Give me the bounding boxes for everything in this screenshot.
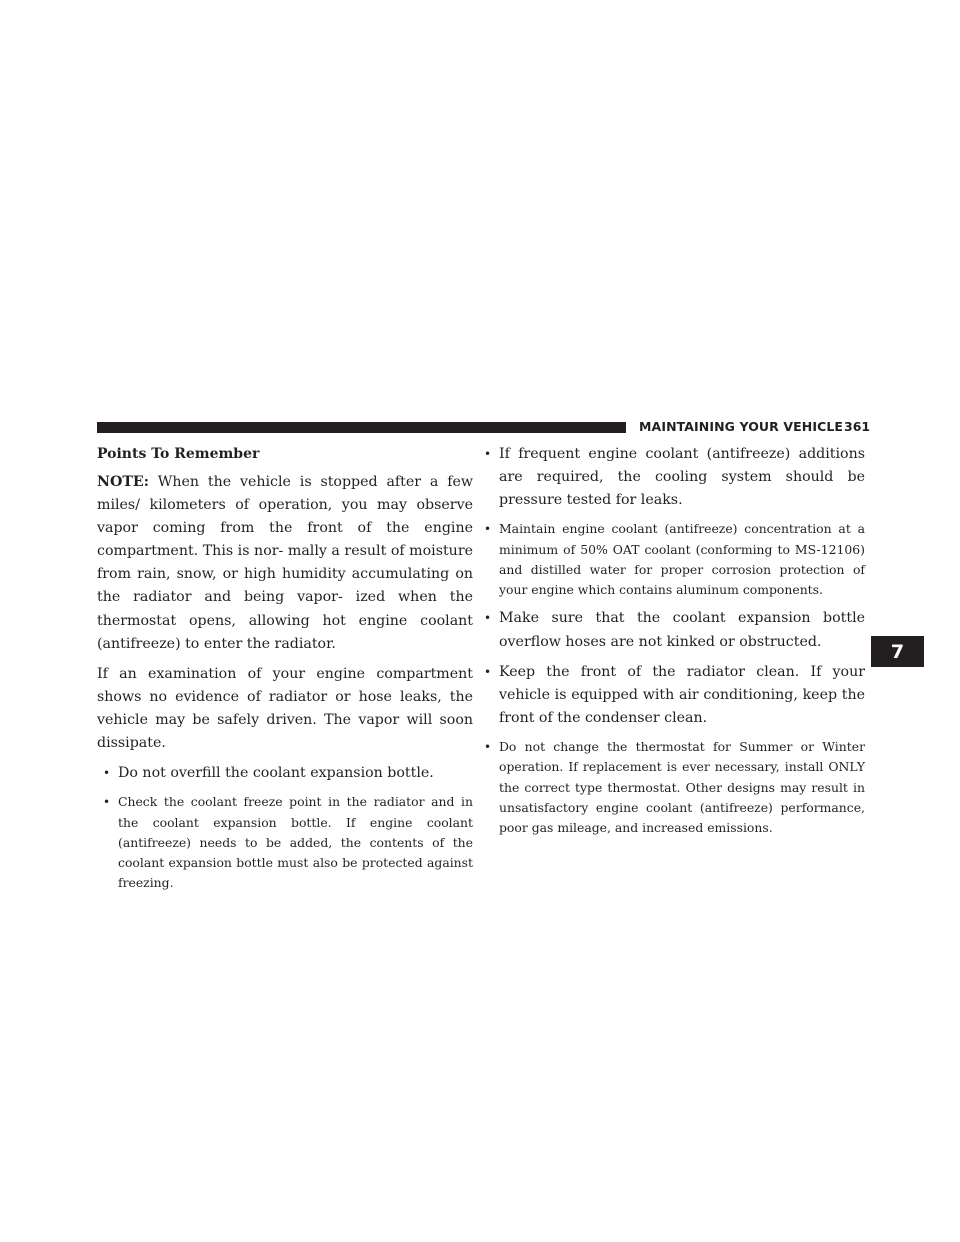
list-item bbox=[478, 737, 865, 838]
list-item bbox=[97, 762, 473, 785]
section-heading: Points To Remember bbox=[97, 446, 260, 462]
list-item-text: Maintain engine coolant (antifreeze) concentration at a minimum of 50% OAT coolant (conforming to MS-12106) and distilled water for proper corrosion protection of your engine which contains aluminum components. bbox=[499, 521, 865, 598]
list-item-text: Do not overfill the coolant expansion bottle. bbox=[118, 765, 434, 782]
list-item-text: Keep the front of the radiator clean. If your vehicle is equipped with air conditioning, keep the front of the condenser clean. bbox=[499, 663, 865, 726]
list-item bbox=[97, 792, 473, 893]
list-item bbox=[478, 443, 865, 512]
bullet-icon: • bbox=[484, 522, 492, 537]
list-item-text: If frequent engine coolant (antifreeze) additions are required, the cooling system should be pressure tested for leaks. bbox=[499, 446, 865, 509]
left-column bbox=[97, 443, 473, 901]
list-item-text: Do not change the thermostat for Summer or Winter operation. If replacement is ever necessary, install ONLY the correct type thermostat. Other designs may result in unsatisfactory engine coolant (antifreeze) performance, poor gas mileage, and increased emissions. bbox=[499, 738, 865, 836]
note-text: When the vehicle is stopped after a few miles/ kilometers of operation, you may observe vapor coming from the front of the engine compartment. This is nor- mally a result of moisture from rain, snow, or high humidity accumulating on the radiator and being vapor- ized when the thermostat opens, allowing hot engine coolant (antifreeze) to enter the radiator. bbox=[97, 474, 473, 652]
list-item-text: Check the coolant freeze point in the radiator and in the coolant expansion bottle. If engine coolant (antifreeze) needs to be added, the contents of the coolant expansion bottle must also be protected against freezing. bbox=[118, 794, 473, 891]
bullet-icon: • bbox=[484, 664, 492, 679]
list-item-text: Make sure that the coolant expansion bottle overflow hoses are not kinked or obstructed. bbox=[499, 610, 865, 650]
section-title: MAINTAINING YOUR VEHICLE bbox=[639, 419, 844, 434]
body-paragraph: If an examination of your engine compartment shows no evidence of radiator or hose leaks, the vehicle may be safely driven. The vapor will soon dissipate. bbox=[97, 665, 473, 752]
chapter-tab: 7 bbox=[871, 636, 924, 667]
bullet-list-right bbox=[478, 443, 865, 838]
bullet-icon: • bbox=[103, 795, 111, 810]
right-column bbox=[478, 443, 865, 845]
list-item bbox=[478, 607, 865, 653]
bullet-icon: • bbox=[484, 611, 492, 626]
bullet-icon: • bbox=[484, 447, 492, 461]
note-paragraph bbox=[97, 471, 473, 656]
page-number: 361 bbox=[844, 419, 871, 434]
bullet-icon: • bbox=[484, 739, 492, 754]
bullet-icon: • bbox=[103, 766, 111, 781]
list-item bbox=[478, 661, 865, 730]
bullet-list-left bbox=[97, 762, 473, 894]
note-label: NOTE: bbox=[97, 474, 149, 490]
header-rule bbox=[97, 422, 626, 433]
list-item bbox=[478, 519, 865, 600]
